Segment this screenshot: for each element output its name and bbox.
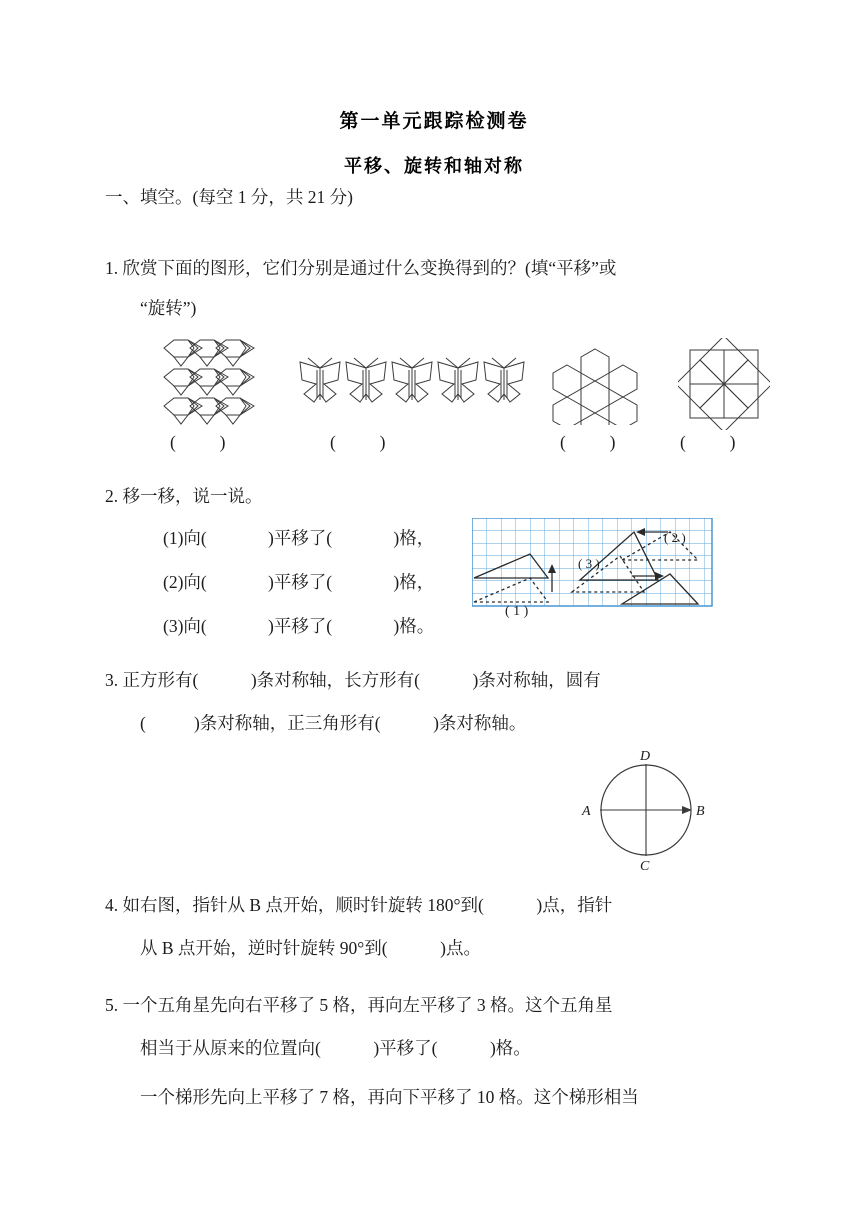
figure-hexagon-arrow-tessellation <box>160 336 272 430</box>
grid-label-2: ( 2 ) <box>664 530 686 545</box>
circle-label-c: C <box>640 859 650 872</box>
answer-bracket-3[interactable]: ( ) <box>560 432 616 452</box>
grid-label-1: ( 1 ) <box>505 604 529 619</box>
figure-honeycomb-seven-hexagons <box>552 345 638 425</box>
question-2-item-2[interactable]: (2)向( )平移了( )格， <box>163 572 435 592</box>
question-4-line-2[interactable]: 从 B 点开始，逆时针旋转 90°到( )点。 <box>140 938 481 958</box>
page-title: 第一单元跟踪检测卷 <box>339 110 529 132</box>
grid-label-3: ( 3 ) <box>578 556 600 571</box>
figure-circle-compass <box>580 748 712 872</box>
question-5-line-1: 5. 一个五角星先向右平移了 5 格，再向左平移了 3 格。这个五角星 <box>105 995 613 1015</box>
answer-bracket-4[interactable]: ( ) <box>680 432 736 452</box>
question-2-item-3[interactable]: (3)向( )平移了( )格。 <box>163 616 435 636</box>
question-1-line-2: “旋转”) <box>140 298 197 318</box>
question-4-line-1[interactable]: 4. 如右图，指针从 B 点开始，顺时针旋转 180°到( )点，指针 <box>105 895 613 915</box>
figure-translation-grid <box>472 518 720 618</box>
circle-label-a: A <box>582 804 591 819</box>
circle-label-b: B <box>696 804 705 819</box>
answer-bracket-1[interactable]: ( ) <box>170 432 226 452</box>
page-subtitle: 平移、旋转和轴对称 <box>344 156 524 177</box>
question-3-line-2[interactable]: ( )条对称轴，正三角形有( )条对称轴。 <box>140 713 527 733</box>
question-2-line-1: 2. 移一移，说一说。 <box>105 486 263 506</box>
answer-bracket-2[interactable]: ( ) <box>330 432 386 452</box>
circle-label-d: D <box>640 749 651 764</box>
question-5-line-3: 一个梯形先向上平移了 7 格，再向下平移了 10 格。这个梯形相当 <box>140 1087 639 1107</box>
question-5-line-2[interactable]: 相当于从原来的位置向( )平移了( )格。 <box>140 1038 531 1058</box>
question-1-line-1: 1. 欣赏下面的图形，它们分别是通过什么变换得到的？(填“平移”或 <box>105 258 617 278</box>
figure-butterfly-row-pattern <box>296 348 536 422</box>
figure-pinwheel-rotated-squares <box>678 338 770 430</box>
question-3-line-1[interactable]: 3. 正方形有( )条对称轴，长方形有( )条对称轴，圆有 <box>105 670 601 690</box>
section-heading: 一、填空。(每空 1 分，共 21 分) <box>105 187 353 207</box>
question-2-item-1[interactable]: (1)向( )平移了( )格， <box>163 528 435 548</box>
